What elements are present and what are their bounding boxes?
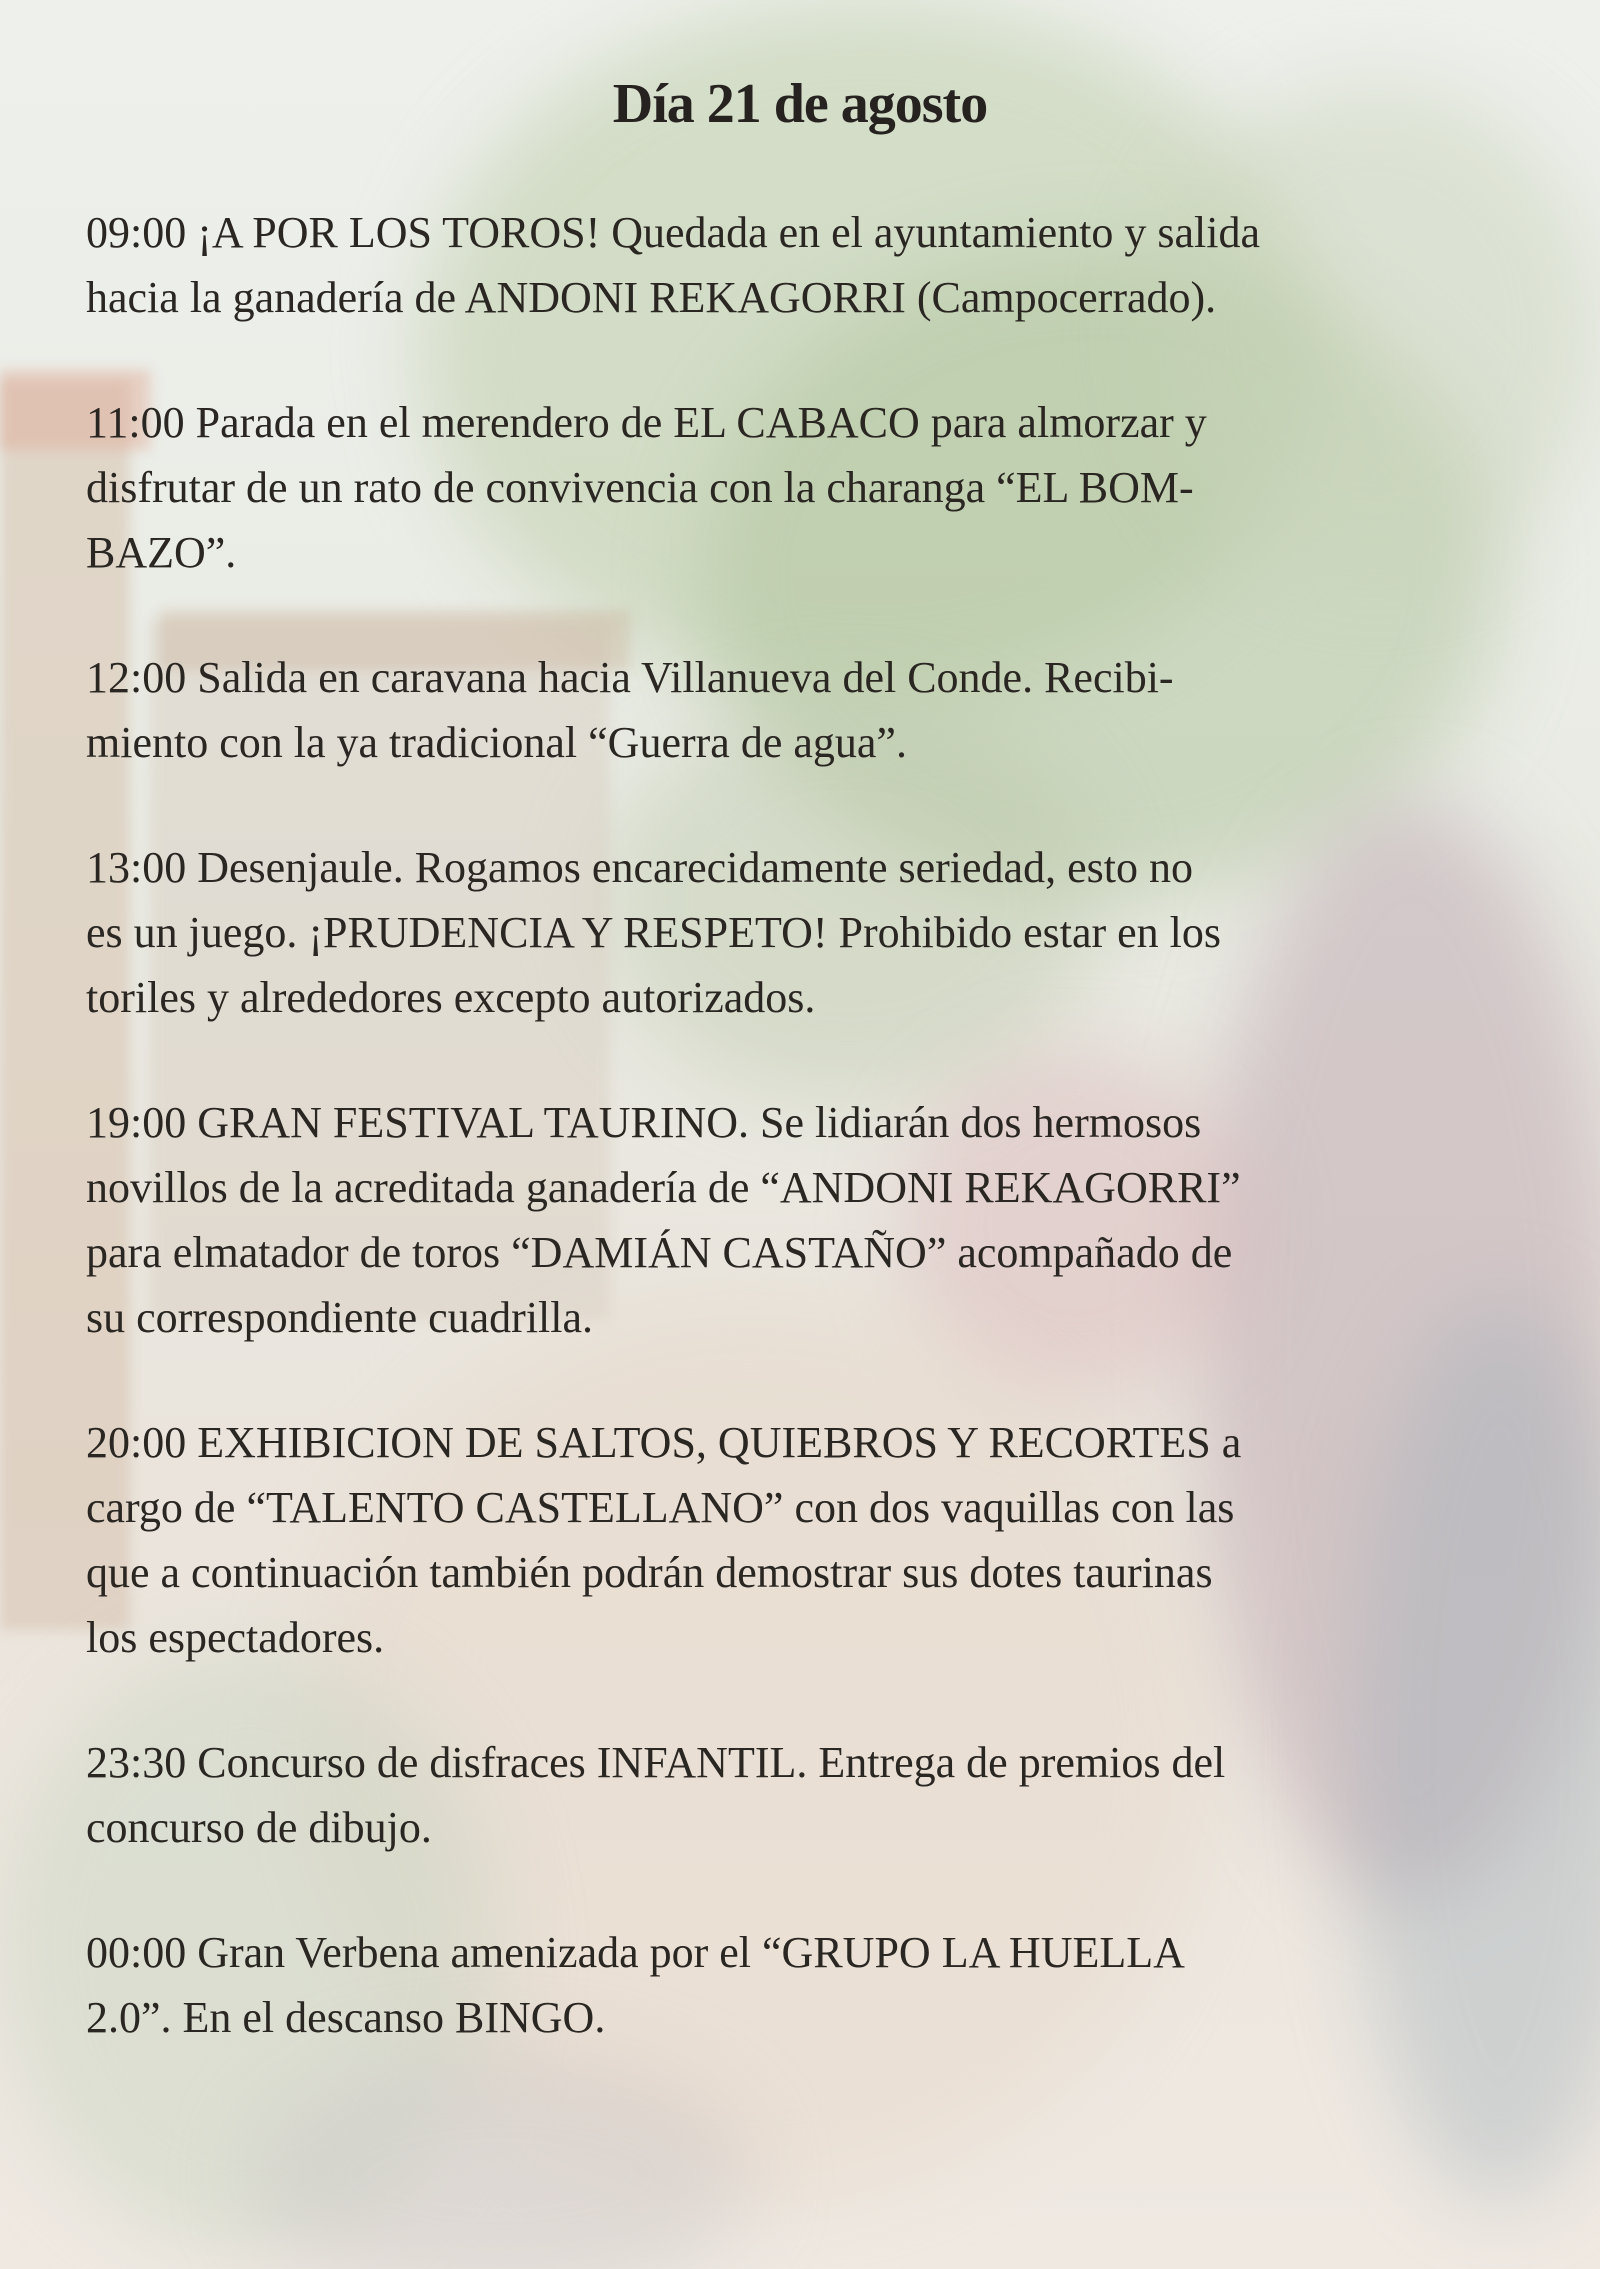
entry-line: 2.0”. En el descanso BINGO.: [86, 1993, 606, 2042]
entry-line: su correspondiente cuadrilla.: [86, 1293, 594, 1342]
entry-line: 20:00 EXHIBICION DE SALTOS, QUIEBROS Y RECORTES a: [86, 1418, 1242, 1467]
entry-line: 12:00 Salida en caravana hacia Villanueva del Conde. Recibi-: [86, 653, 1174, 702]
schedule-entry: [86, 835, 1506, 1030]
entry-line: hacia la ganadería de ANDONI REKAGORRI (Campocerrado).: [86, 273, 1217, 322]
entry-line: 00:00 Gran Verbena amenizada por el “GRUPO LA HUELLA: [86, 1928, 1185, 1977]
entry-line: concurso de dibujo.: [86, 1803, 432, 1852]
entry-line: toriles y alrededores excepto autorizados.: [86, 973, 816, 1022]
entry-line: novillos de la acreditada ganadería de “ANDONI REKAGORRI”: [86, 1163, 1241, 1212]
schedule-entry: [86, 1090, 1506, 1350]
schedule-entry: [86, 390, 1506, 585]
schedule-entry: [86, 1920, 1506, 2050]
entry-line: para elmatador de toros “DAMIÁN CASTAÑO” acompañado de: [86, 1228, 1233, 1277]
entry-line: es un juego. ¡PRUDENCIA Y RESPETO! Prohibido estar en los: [86, 908, 1221, 957]
schedule-list: [86, 200, 1506, 2110]
entry-line: 11:00 Parada en el merendero de EL CABACO para almorzar y: [86, 398, 1207, 447]
entry-line: que a continuación también podrán demostrar sus dotes taurinas: [86, 1548, 1213, 1597]
entry-line: 13:00 Desenjaule. Rogamos encarecidamente seriedad, esto no: [86, 843, 1193, 892]
entry-line: 09:00 ¡A POR LOS TOROS! Quedada en el ayuntamiento y salida: [86, 208, 1261, 257]
entry-line: 23:30 Concurso de disfraces INFANTIL. Entrega de premios del: [86, 1738, 1226, 1787]
entry-line: disfrutar de un rato de convivencia con la charanga “EL BOM-: [86, 463, 1194, 512]
schedule-entry: [86, 1410, 1506, 1670]
entry-line: los espectadores.: [86, 1613, 385, 1662]
entry-line: 19:00 GRAN FESTIVAL TAURINO. Se lidiarán dos hermosos: [86, 1098, 1202, 1147]
schedule-entry: [86, 645, 1506, 775]
page-title: Día 21 de agosto: [612, 73, 988, 135]
schedule-entry: [86, 1730, 1506, 1860]
entry-line: cargo de “TALENTO CASTELLANO” con dos vaquillas con las: [86, 1483, 1235, 1532]
schedule-entry: [86, 200, 1506, 330]
entry-line: miento con la ya tradicional “Guerra de agua”.: [86, 718, 907, 767]
entry-line: BAZO”.: [86, 528, 237, 577]
